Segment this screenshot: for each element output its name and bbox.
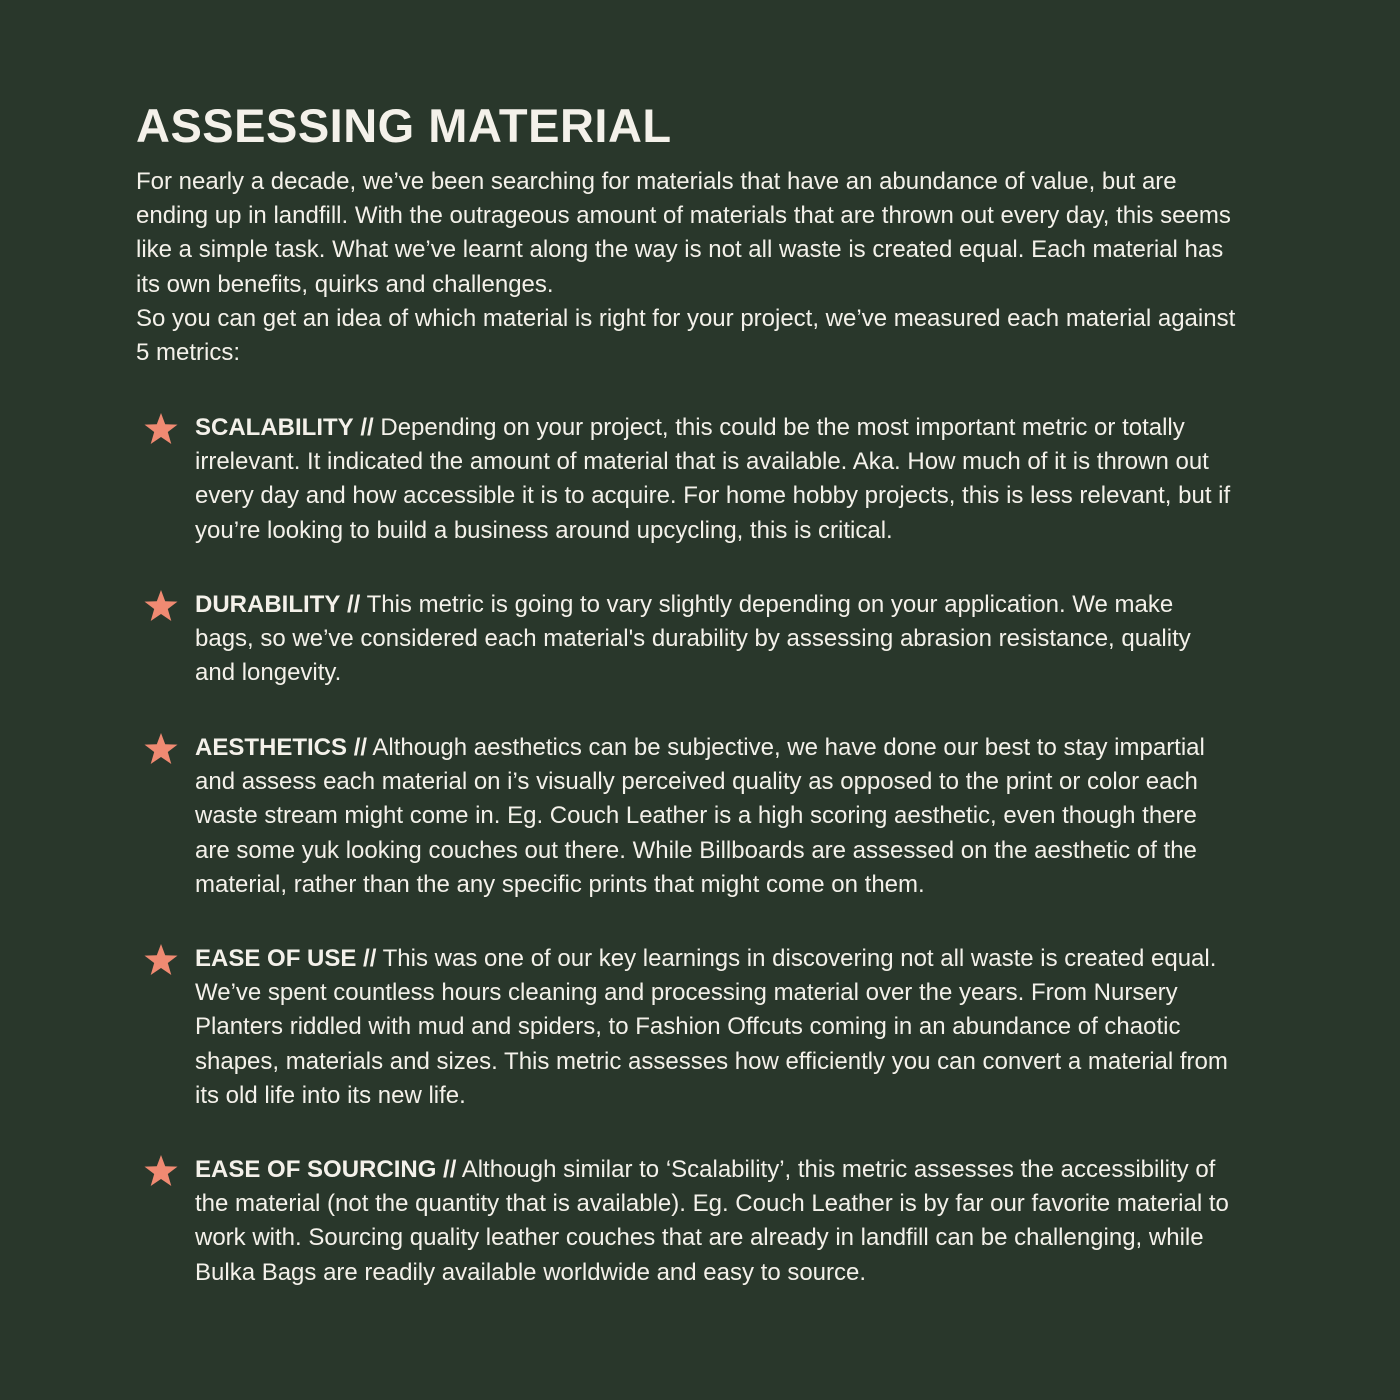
- metric-separator: //: [360, 414, 374, 441]
- star-icon: [144, 944, 178, 976]
- metric-name: EASE OF SOURCING: [195, 1156, 437, 1183]
- star-icon: [144, 1155, 178, 1187]
- metric-description: Although aesthetics can be subjective, we have done our best to stay impartial and assess each material on i’s visually perceived quality as opposed to the print or color each waste stream might come in. Eg. Couch Leather is a high scoring aesthetic, even though there are some yuk looking couches out there. While Billboards are assessed on the aesthetic of the material, rather than the any specific prints that might come on them.: [195, 734, 1205, 898]
- intro: [136, 165, 1236, 370]
- intro-paragraph: For nearly a decade, we’ve been searching for materials that have an abundance of value, but are ending up in landfill. With the outrageous amount of materials that are thrown out every day, this seems like a simple task. What we’ve learnt along the way is not all waste is created equal. Each material has its own benefits, quirks and challenges.: [136, 168, 1231, 298]
- metric-separator: //: [353, 734, 368, 761]
- metric-separator: //: [363, 945, 377, 972]
- metric-text: [195, 1153, 1235, 1290]
- star-icon: [144, 733, 178, 765]
- metric-item: [136, 411, 1246, 548]
- metric-separator: //: [347, 591, 361, 618]
- metric-text: [195, 942, 1235, 1113]
- intro-paragraph: So you can get an idea of which material is right for your project, we’ve measured each material against 5 metrics:: [136, 304, 1236, 367]
- metric-text: [195, 411, 1235, 548]
- metric-separator: //: [443, 1156, 457, 1183]
- metric-name: SCALABILITY: [195, 414, 354, 441]
- star-icon: [144, 590, 178, 622]
- page-title: ASSESSING MATERIAL: [136, 99, 672, 152]
- metric-item: [136, 1153, 1246, 1290]
- metric-name: DURABILITY: [195, 591, 341, 618]
- metric-description: This metric is going to vary slightly depending on your application. We make bags, so we’ve considered each material's durability by assessing abrasion resistance, quality and longevity.: [195, 591, 1191, 687]
- metric-item: [136, 588, 1246, 691]
- metric-item: [136, 731, 1246, 902]
- metric-name: AESTHETICS: [195, 734, 348, 761]
- metric-text: [195, 731, 1235, 902]
- star-icon: [144, 413, 178, 445]
- metric-name: EASE OF USE: [195, 945, 357, 972]
- metric-description: Although similar to ‘Scalability’, this metric assesses the accessibility of the material (not the quantity that is available). Eg. Couch Leather is by far our favorite material to work with. Sourcing quality leather couches that are already in landfill can be challenging, while Bulka Bags are readily available worldwide and easy to source.: [195, 1156, 1229, 1286]
- metric-description: This was one of our key learnings in discovering not all waste is created equal. We’ve spent countless hours cleaning and processing material over the years. From Nursery Planters riddled with mud and spiders, to Fashion Offcuts coming in an abundance of chaotic shapes, materials and sizes. This metric assesses how efficiently you can convert a material from its old life into its new life.: [195, 945, 1228, 1109]
- metric-item: [136, 942, 1246, 1113]
- metric-description: Depending on your project, this could be the most important metric or totally irrelevant. It indicated the amount of material that is available. Aka. How much of it is thrown out every day and how accessible it is to acquire. For home hobby projects, this is less relevant, but if you’re looking to build a business around upcycling, this is critical.: [195, 414, 1231, 544]
- metric-text: [195, 588, 1235, 691]
